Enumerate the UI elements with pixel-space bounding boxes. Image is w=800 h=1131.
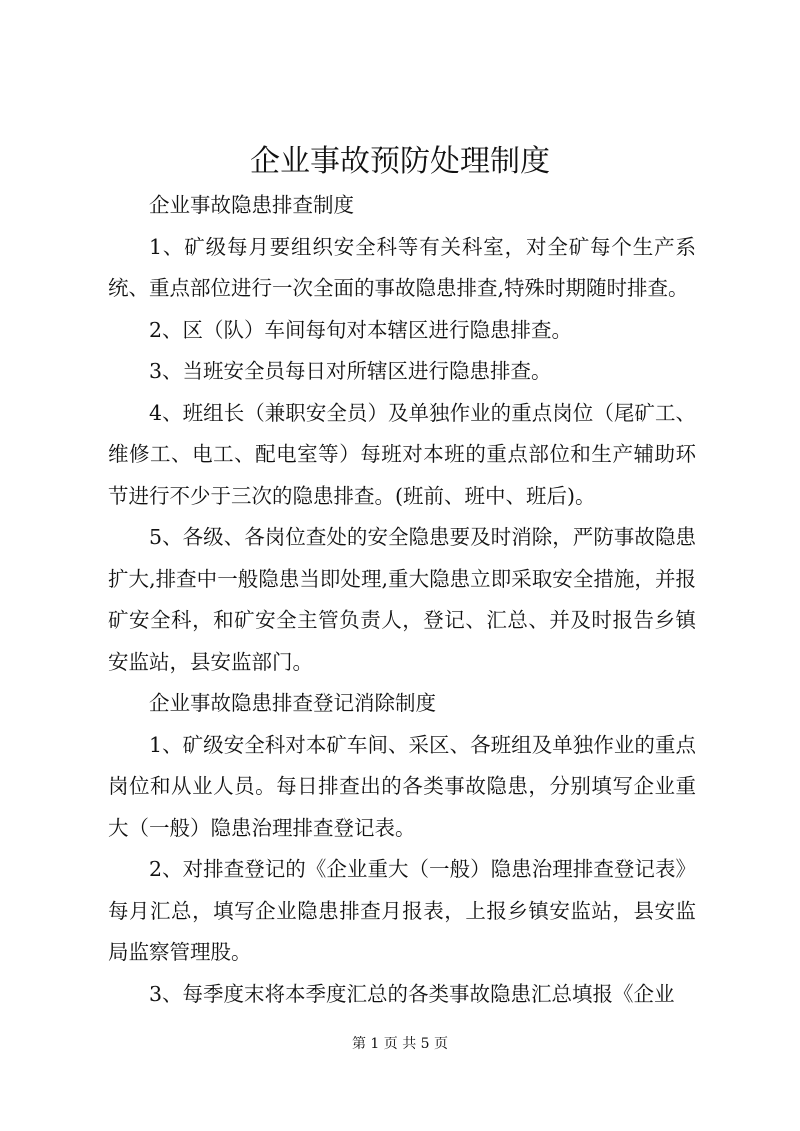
paragraph: 2、对排查登记的《企业重大（一般）隐患治理排查登记表》每月汇总，填写企业隐患排查月报表，上报乡镇安监站，县安监局监察管理股。 [108, 857, 696, 964]
document-title: 企业事故预防处理制度 [250, 144, 550, 179]
section-heading: 企业事故隐患排查制度 [149, 193, 354, 217]
paragraph: 1、矿级安全科对本矿车间、采区、各班组及单独作业的重点岗位和从业人员。每日排查出的各类事故隐患，分别填写企业重大（一般）隐患治理排查登记表。 [108, 732, 696, 840]
section-heading: 企业事故隐患排查登记消除制度 [149, 691, 436, 715]
paragraph: 5、各级、各岗位查处的安全隐患要及时消除，严防事故隐患扩大,排查中一般隐患当即处理,重大隐患立即采取安全措施，并报矿安全科，和矿安全主管负责人，登记、汇总、并及时报告乡镇安监站，县安监部门。 [108, 525, 696, 674]
paragraph: 1、矿级每月要组织安全科等有关科室，对全矿每个生产系统、重点部位进行一次全面的事故隐患排查,特殊时期随时排查。 [108, 234, 696, 300]
paragraph: 4、班组长（兼职安全员）及单独作业的重点岗位（尾矿工、维修工、电工、配电室等）每班对本班的重点部位和生产辅助环节进行不少于三次的隐患排查。(班前、班中、班后)。 [108, 400, 696, 508]
paragraph: 3、当班安全员每日对所辖区进行隐患排查。 [149, 359, 552, 383]
paragraph: 3、每季度末将本季度汇总的各类事故隐患汇总填报《企业 [149, 981, 675, 1006]
paragraph: 2、区（队）车间每旬对本辖区进行隐患排查。 [149, 317, 573, 342]
page-footer: 第 1 页 共 5 页 [351, 1036, 449, 1052]
document-body [108, 185, 696, 1015]
